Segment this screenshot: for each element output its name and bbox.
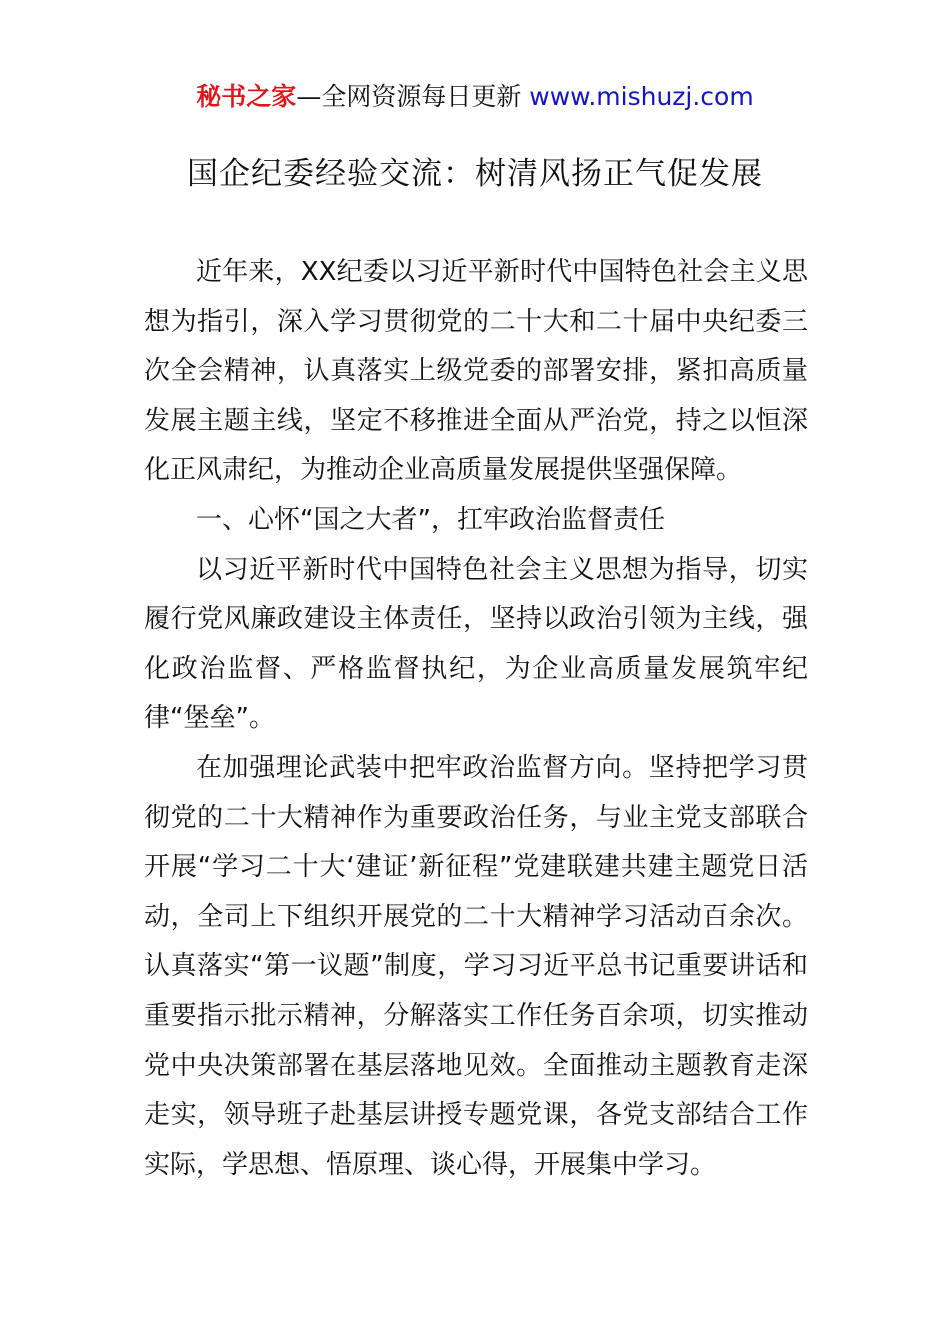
paragraph-intro: 近年来，XX纪委以习近平新时代中国特色社会主义思想为指引，深入学习贯彻党的二十大和二十届中央纪委三次全会精神，认真落实上级党委的部署安排，紧扣高质量发展主题主线，坚定不移推进全面从严治党，持之以恒深化正风肃纪，为推动企业高质量发展提供坚强保障。 bbox=[144, 257, 808, 486]
document-body bbox=[144, 248, 808, 1190]
paragraph-theory: 在加强理论武装中把牢政治监督方向。坚持把学习贯彻党的二十大精神作为重要政治任务，与业主党支部联合开展“学习二十大‘建证’新征程”党建联建共建主题党日活动，全司上下组织开展党的二十大精神学习活动百余次。认真落实“第一议题”制度，学习习近平总书记重要讲话和重要指示批示精神，分解落实工作任务百余项，切实推动党中央决策部署在基层落地见效。全面推动主题教育走深走实，领导班子赴基层讲授专题党课，各党支部结合工作实际，学思想、悟原理、谈心得，开展集中学习。 bbox=[144, 752, 808, 1180]
document-title: 国企纪委经验交流：树清风扬正气促发展 bbox=[187, 156, 763, 192]
site-url[interactable]: www.mishuzj.com bbox=[529, 82, 754, 111]
brand-slogan: —全网资源每日更新 bbox=[296, 82, 522, 111]
brand-name: 秘书之家 bbox=[196, 82, 297, 111]
paragraph-section-intro: 以习近平新时代中国特色社会主义思想为指导，切实履行党风廉政建设主体责任，坚持以政治引领为主线，强化政治监督、严格监督执纪，为企业高质量发展筑牢纪律“堡垒”。 bbox=[144, 554, 808, 734]
section-heading: 一、心怀“国之大者”，扛牢政治监督责任 bbox=[196, 504, 665, 535]
site-banner bbox=[0, 80, 950, 114]
